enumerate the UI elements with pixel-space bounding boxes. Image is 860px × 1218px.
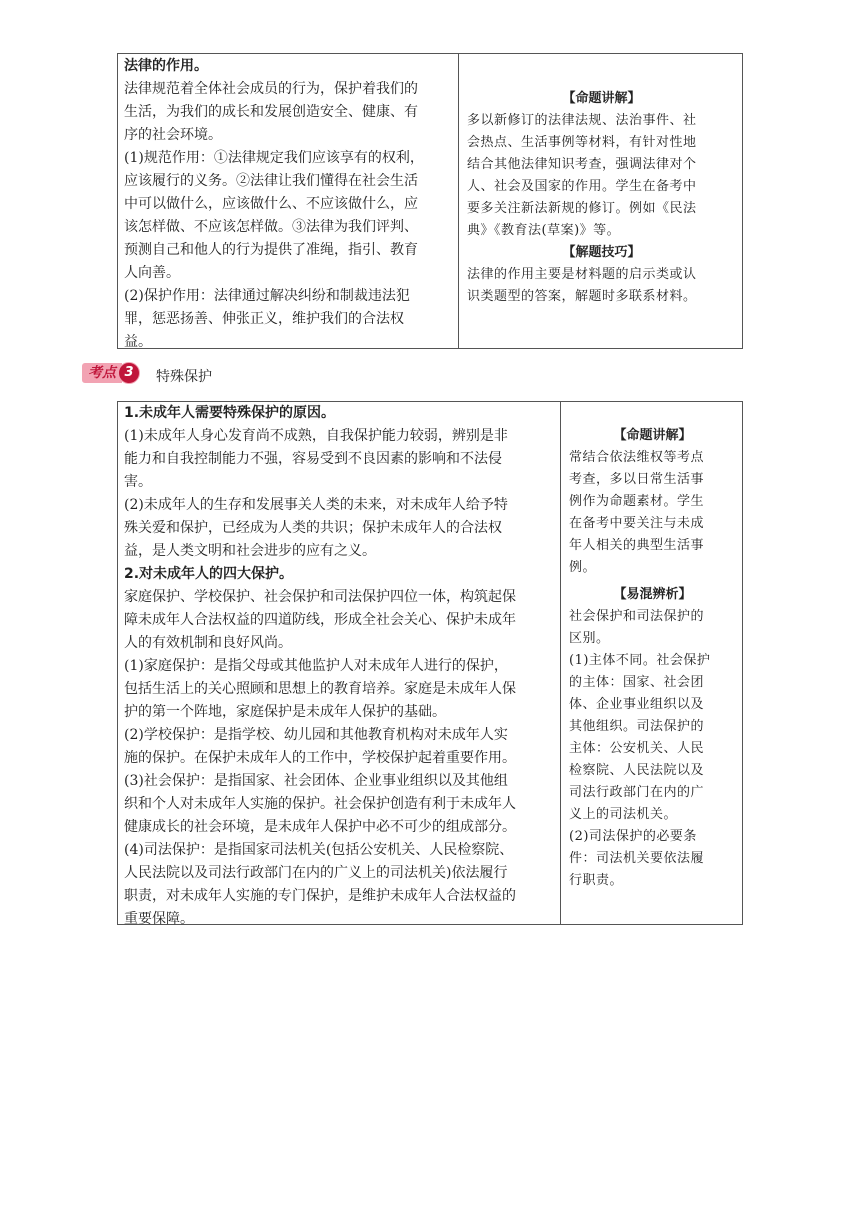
note-line: (1)主体不同。社会保护: [569, 653, 711, 668]
note-line: 的主体：国家、社会团: [569, 675, 705, 690]
content-line: (4)司法保护：是指国家司法机关(包括公安机关、人民检察院、: [124, 842, 514, 858]
content-line: 护的第一个阵地，家庭保护是未成年人保护的基础。: [124, 704, 446, 720]
content-line: 重要保障。: [124, 911, 194, 927]
kaodian-badge: [82, 362, 140, 384]
note-line: 考查，多以日常生活事: [569, 472, 705, 487]
special-protection-notes-cell: [561, 402, 742, 924]
content-line: (1)未成年人身心发育尚不成熟，自我保护能力较弱，辨别是非: [124, 428, 508, 444]
kaodian-number: 3: [118, 362, 140, 384]
content-line: (1)规范作用：①法律规定我们应该享有的权利，: [124, 150, 424, 166]
content-line: 应该履行的义务。②法律让我们懂得在社会生活: [124, 173, 418, 189]
topic-explanation-heading-2: 【命题讲解】: [613, 428, 692, 443]
content-line: 预测自己和他人的行为提供了准绳，指引、教育: [124, 242, 418, 258]
note-line: 人、社会及国家的作用。学生在备考中: [467, 179, 697, 194]
special-protection-table: [117, 401, 743, 925]
content-line: 益。: [124, 334, 152, 350]
kaodian-label: 考点: [82, 363, 122, 383]
note-line: 常结合依法维权等考点: [569, 450, 705, 465]
content-line: (3)社会保护：是指国家、社会团体、企业事业组织以及其他组: [124, 773, 508, 789]
note-line: 例。: [569, 560, 597, 575]
note-line: 结合其他法律知识考查，强调法律对个: [467, 157, 697, 172]
section-title: 特殊保护: [156, 369, 212, 385]
content-line: (2)学校保护：是指学校、幼儿园和其他教育机构对未成年人实: [124, 727, 508, 743]
note-line: (2)司法保护的必要条: [569, 829, 697, 844]
content-line: 害。: [124, 474, 152, 490]
content-line: 家庭保护、学校保护、社会保护和司法保护四位一体，构筑起保: [124, 589, 516, 605]
content-line: 生活，为我们的成长和发展创造安全、健康、有: [124, 104, 418, 120]
content-line: 2.对未成年人的四大保护。: [124, 566, 294, 582]
note-line: 会热点、生活事例等材料，有针对性地: [467, 135, 697, 150]
content-line: 施的保护。在保护未成年人的工作中，学校保护起着重要作用。: [124, 750, 516, 766]
law-function-content-cell: [118, 54, 459, 348]
note-line: 其他组织。司法保护的: [569, 719, 705, 734]
content-line: 殊关爱和保护，已经成为人类的共识；保护未成年人的合法权: [124, 520, 502, 536]
content-line: 织和个人对未成年人实施的保护。社会保护创造有利于未成年人: [124, 796, 516, 812]
content-line: (1)家庭保护：是指父母或其他监护人对未成年人进行的保护，: [124, 658, 508, 674]
law-function-notes-cell: [459, 54, 742, 348]
note-line: 检察院、人民法院以及: [569, 763, 705, 778]
content-line: 1.未成年人需要特殊保护的原因。: [124, 405, 336, 421]
content-line: 健康成长的社会环境，是未成年人保护中必不可少的组成部分。: [124, 819, 516, 835]
note-line: 例作为命题素材。学生: [569, 494, 705, 509]
note-line: 义上的司法机关。: [569, 807, 678, 822]
note-line: 多以新修订的法律法规、法治事件、社: [467, 113, 697, 128]
note-line: 识类题型的答案，解题时多联系材料。: [467, 289, 697, 304]
note-line: 在备考中要关注与未成: [569, 516, 705, 531]
special-protection-content-cell: [118, 402, 561, 927]
topic-explanation-heading: 【命题讲解】: [562, 91, 641, 106]
content-line: 能力和自我控制能力不强，容易受到不良因素的影响和不法侵: [124, 451, 502, 467]
note-line: 区别。: [569, 631, 610, 646]
note-line: 件：司法机关要依法履: [569, 851, 705, 866]
law-function-table: [117, 53, 743, 349]
note-line: 要多关注新法新规的修订。例如《民法: [467, 201, 697, 216]
content-line: 该怎样做、不应该怎样做。③法律为我们评判、: [124, 219, 418, 235]
confusion-analysis-heading: 【易混辨析】: [613, 587, 692, 602]
note-line: 典》《教育法(草案)》等。: [467, 223, 621, 238]
note-line: 行职责。: [569, 873, 624, 888]
solving-tips-heading: 【解题技巧】: [562, 245, 641, 260]
note-line: 社会保护和司法保护的: [569, 609, 705, 624]
content-line: 人民法院以及司法行政部门在内的广义上的司法机关)依法履行: [124, 865, 508, 881]
note-line: 体、企业事业组织以及: [569, 697, 705, 712]
content-line: (2)未成年人的生存和发展事关人类的未来，对未成年人给予特: [124, 497, 508, 513]
content-line: 职责，对未成年人实施的专门保护，是维护未成年人合法权益的: [124, 888, 516, 904]
content-line: 法律规范着全体社会成员的行为，保护着我们的: [124, 81, 418, 97]
note-line: 法律的作用主要是材料题的启示类或认: [467, 267, 697, 282]
content-line: 序的社会环境。: [124, 127, 222, 143]
note-line: 主体：公安机关、人民: [569, 741, 705, 756]
content-line: 益，是人类文明和社会进步的应有之义。: [124, 543, 376, 559]
content-line: 中可以做什么，应该做什么、不应该做什么，应: [124, 196, 418, 212]
content-line: (2)保护作用：法律通过解决纠纷和制裁违法犯: [124, 288, 410, 304]
content-line: 包括生活上的关心照顾和思想上的教育培养。家庭是未成年人保: [124, 681, 516, 697]
note-line: 年人相关的典型生活事: [569, 538, 705, 553]
content-line: 障未成年人合法权益的四道防线，形成全社会关心、保护未成年: [124, 612, 516, 628]
note-line: 司法行政部门在内的广: [569, 785, 705, 800]
content-line: 人的有效机制和良好风尚。: [124, 635, 292, 651]
content-line: 罪，惩恶扬善、伸张正义，维护我们的合法权: [124, 311, 404, 327]
content-line: 人向善。: [124, 265, 180, 281]
law-function-title: 法律的作用。: [124, 58, 208, 74]
